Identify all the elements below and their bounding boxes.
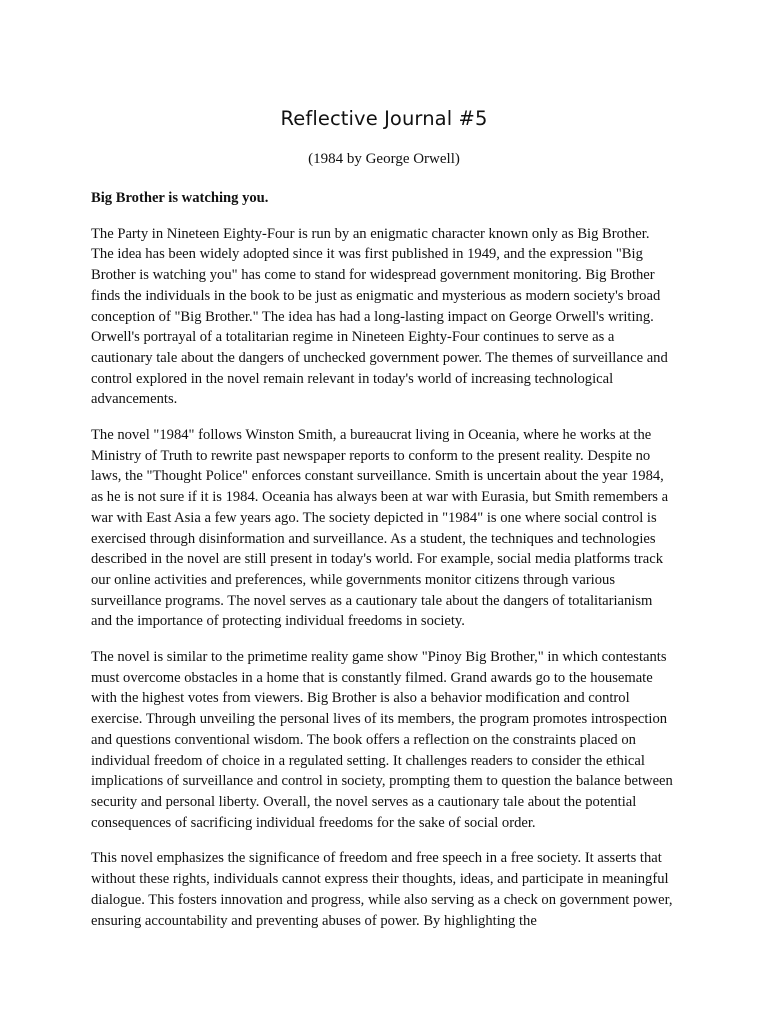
body-paragraph-4: This novel emphasizes the significance of freedom and free speech in a free society. It asserts that without these rights, individuals cannot express their thoughts, ideas, and participate in meaningful dialogue. This fosters innovation and progress, while also serving as a check on government power, ensuring accountability and preventing abuses of power. By highlighting the — [91, 850, 673, 929]
document-title: Reflective Journal #5 — [280, 107, 488, 130]
body-paragraph-2: The novel "1984" follows Winston Smith, a bureaucrat living in Oceania, where he works at the Ministry of Truth to rewrite past newspaper reports to conform to the present reality. Despite no laws, the "Thought Police" enforces constant surveillance. Smith is uncertain about the year 1984, as he is not sure if it is 1984. Oceania has always been at war with Eurasia, but Smith remembers a war with East Asia a few years ago. The society depicted in "1984" is one where social control is exercised through disinformation and surveillance. As a student, the techniques and technologies described in the novel are still present in today's world. For example, social media platforms track our online activities and preferences, while governments monitor citizens through various surveillance programs. The novel serves as a cautionary tale about the dangers of totalitarianism and the importance of protecting individual freedoms in society. — [91, 427, 669, 630]
document-subtitle: (1984 by George Orwell) — [308, 151, 460, 167]
body-paragraph-3: The novel is similar to the primetime reality game show "Pinoy Big Brother," in which contestants must overcome obstacles in a home that is constantly filmed. Grand awards go to the housemate with the highest votes from viewers. Big Brother is also a behavior modification and control exercise. Through unveiling the personal lives of its members, the program promotes introspection and questions conventional wisdom. The book offers a reflection on the constraints placed on individual freedom of choice in a regulated setting. It challenges readers to consider the ethical implications of surveillance and control in society, prompting them to question the balance between security and personal liberty. Overall, the novel serves as a cautionary tale about the potential consequences of sacrificing individual freedoms for the sake of social order. — [91, 649, 673, 831]
body-paragraph-1: The Party in Nineteen Eighty-Four is run by an enigmatic character known only as Big Brother. The idea has been widely adopted since it was first published in 1949, and the expression "Big Brother is watching you" has come to stand for widespread government monitoring. Big Brother finds the individuals in the book to be just as enigmatic and mysterious as modern society's broad conception of "Big Brother." The idea has had a long-lasting impact on George Orwell's writing. Orwell's portrayal of a totalitarian regime in Nineteen Eighty-Four continues to serve as a cautionary tale about the dangers of unchecked government power. The themes of surveillance and control explored in the novel remain relevant in today's world of increasing technological advancements. — [91, 225, 668, 408]
section-heading: Big Brother is watching you. — [91, 190, 269, 206]
document-body — [91, 188, 673, 946]
